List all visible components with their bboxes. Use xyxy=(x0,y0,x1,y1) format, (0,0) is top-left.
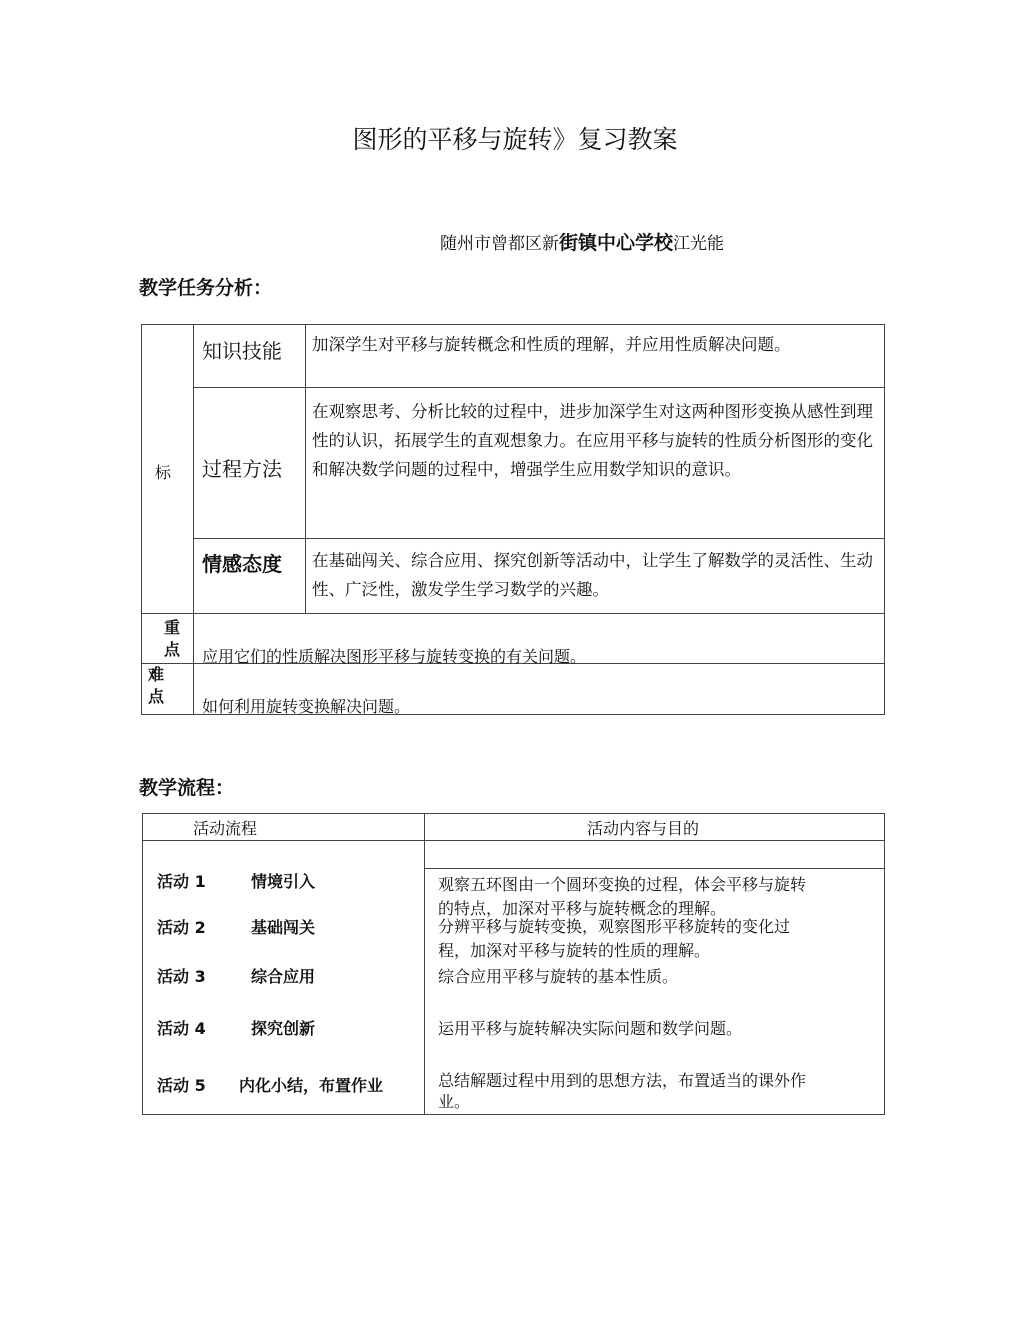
activity-5-name: 内化小结，布置作业 xyxy=(239,1076,384,1095)
activity-5-number: 活动 5 xyxy=(157,1076,206,1095)
author-line xyxy=(440,228,724,255)
activity-3-number: 活动 3 xyxy=(157,967,206,986)
key-point-content: 应用它们的性质解决图形平移与旋转变换的有关问题。 xyxy=(202,647,587,666)
difficulty-label: 难 点 xyxy=(148,665,165,706)
row-content-knowledge: 加深学生对平移与旋转概念和性质的理解，并应用性质解决问题。 xyxy=(312,335,791,354)
flow-col-content: 活动内容与目的 xyxy=(587,819,700,838)
author-school: 街镇中心学校 xyxy=(559,232,674,254)
activity-4-number: 活动 4 xyxy=(157,1019,206,1038)
activity-3-content: 综合应用平移与旋转的基本性质。 xyxy=(438,967,679,986)
activity-2-number: 活动 2 xyxy=(157,918,206,937)
author-name: 江光能 xyxy=(673,234,725,254)
task-analysis-heading: 教学任务分析： xyxy=(139,277,273,299)
author-prefix: 随州市曾都区新 xyxy=(440,234,559,254)
activity-1-number: 活动 1 xyxy=(157,872,206,891)
flow-col-process: 活动流程 xyxy=(193,819,258,838)
activity-5-content: 总结解题过程中用到的思想方法，布置适当的课外作 业。 xyxy=(438,1071,807,1111)
key-point-label: 重 点 xyxy=(164,618,181,659)
activity-1-content: 观察五环图由一个圆环变换的过程，体会平移与旋转 的特点，加深对平移与旋转概念的理解。 xyxy=(438,875,807,918)
difficulty-content: 如何利用旋转变换解决问题。 xyxy=(202,697,411,716)
row-content-attitude: 在基础闯关、综合应用、探究创新等活动中，让学生了解数学的灵活性、生动性、广泛性，激发学生学习数学的兴趣。 xyxy=(312,551,873,599)
row-label-process: 过程方法 xyxy=(202,457,282,481)
document-title: 图形的平移与旋转》复习教案 xyxy=(352,125,678,154)
row-label-attitude: 情感态度 xyxy=(202,552,282,576)
activity-3-name: 综合应用 xyxy=(251,967,316,986)
activity-2-content: 分辨平移与旋转变换，观察图形平移旋转的变化过 程，加深对平移与旋转的性质的理解。 xyxy=(438,917,791,960)
activity-1-name: 情境引入 xyxy=(251,872,316,891)
row-label-knowledge: 知识技能 xyxy=(202,339,282,363)
activity-4-name: 探究创新 xyxy=(251,1019,316,1038)
activity-2-name: 基础闯关 xyxy=(251,918,316,937)
activity-4-content: 运用平移与旋转解决实际问题和数学问题。 xyxy=(438,1019,743,1038)
side-label: 标 xyxy=(155,463,172,482)
flow-heading: 教学流程： xyxy=(139,777,235,799)
row-content-process: 在观察思考、分析比较的过程中，进步加深学生对这两种图形变换从感性到理性的认识，拓展学生的直观想象力。在应用平移与旋转的性质分析图形的变化和解决数学问题的过程中，增强学生应用数学知识的意识。 xyxy=(312,402,873,479)
